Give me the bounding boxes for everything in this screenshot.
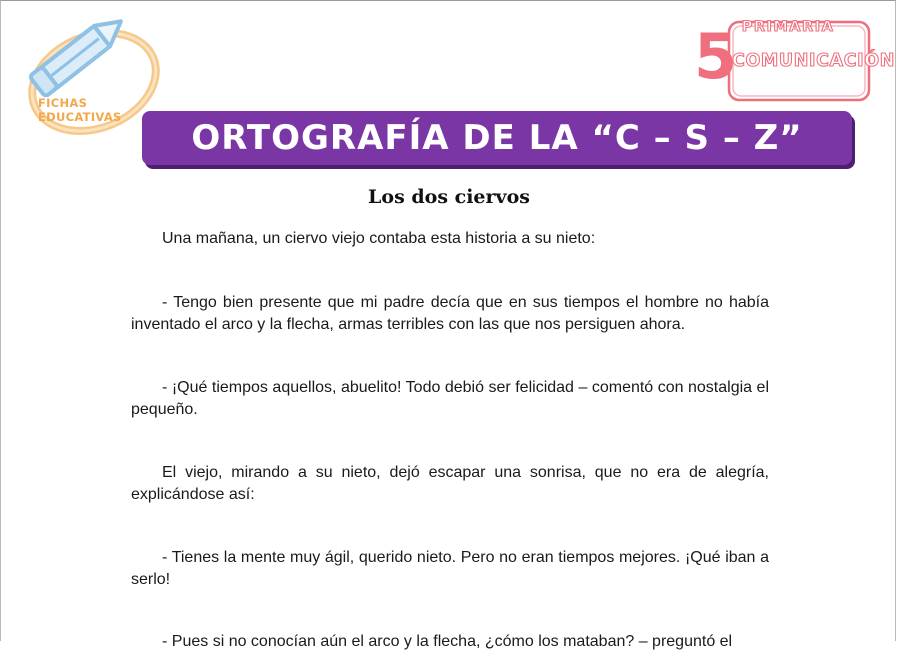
paragraph-3: - ¡Qué tiempos aquellos, abuelito! Todo debió ser felicidad – comentó con nostalgia el pequeño. bbox=[131, 379, 769, 418]
primaria-comunicacion-logo bbox=[693, 18, 895, 104]
logo-text-line2: EDUCATIVAS bbox=[38, 110, 122, 124]
paragraph-6: - Pues si no conocían aún el arco y la flecha, ¿cómo los mataban? – preguntó el bbox=[162, 633, 733, 650]
level-label: PRIMARIA bbox=[741, 19, 835, 35]
grade-number: 5 bbox=[694, 20, 738, 93]
paragraph-5: - Tienes la mente muy ágil, querido nieto. Pero no eran tiempos mejores. ¡Qué iban a serlo! bbox=[131, 549, 769, 588]
paragraph-4: El viejo, mirando a su nieto, dejó escapar una sonrisa, que no era de alegría, explicándose así: bbox=[131, 464, 769, 503]
logo-text-line1: FICHAS bbox=[38, 96, 88, 110]
subject-label: COMUNICACIÓN bbox=[732, 51, 895, 71]
title-banner bbox=[142, 111, 852, 165]
story-title: Los dos ciervos bbox=[368, 186, 530, 208]
paragraph-1: Una mañana, un ciervo viejo contaba esta historia a su nieto: bbox=[162, 230, 596, 247]
banner-title: ORTOGRAFÍA DE LA “C – S – Z” bbox=[191, 118, 803, 158]
paragraph-2: - Tengo bien presente que mi padre decía que en sus tiempos el hombre no había inventado el arco y la flecha, armas terribles con las que nos persiguen ahora. bbox=[131, 294, 769, 333]
